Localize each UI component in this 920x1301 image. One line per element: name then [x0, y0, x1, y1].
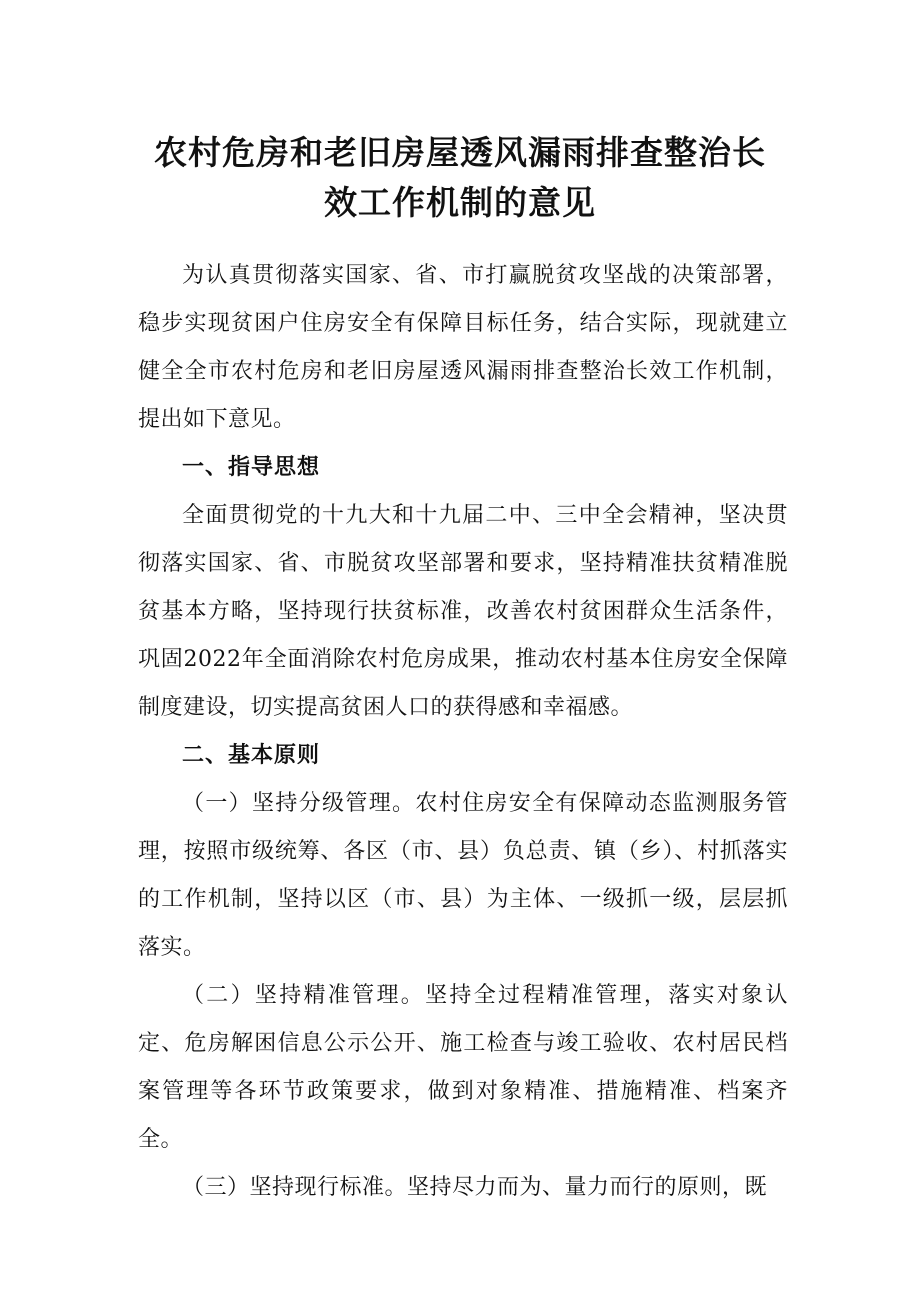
section-heading-basic-principles: 二、基本原则 [182, 743, 321, 768]
guiding-ideology-paragraph: 全面贯彻党的十九大和十九届二中、三中全会精神，坚决贯彻落实国家、省、市脱贫攻坚部署和要求，坚持精准扶贫精准脱贫基本方略，坚持现行扶贫标准，改善农村贫困群众生活条件，巩固2022年全面消除农村危房成果，推动农村基本住房安全保障制度建设，切实提高贫困人口的获得感和幸福感。 [138, 503, 788, 720]
principle-item-3: （三）坚持现行标准。坚持尽力而为、量力而行的原则，既 [182, 1175, 768, 1200]
section-heading-guiding-ideology: 一、指导思想 [182, 455, 321, 480]
intro-paragraph: 为认真贯彻落实国家、省、市打赢脱贫攻坚战的决策部署，稳步实现贫困户住房安全有保障目标任务，结合实际，现就建立健全全市农村危房和老旧房屋透风漏雨排查整治长效工作机制，提出如下意见。 [138, 263, 788, 432]
title-line-2: 效工作机制的意见 [324, 183, 596, 222]
title-line-1: 农村危房和老旧房屋透风漏雨排查整治长 [154, 133, 766, 172]
principle-item-2: （二）坚持精准管理。坚持全过程精准管理，落实对象认定、危房解困信息公示公开、施工检查与竣工验收、农村居民档案管理等各环节政策要求，做到对象精准、措施精准、档案齐全。 [138, 983, 788, 1152]
document-body [138, 252, 788, 1212]
document-title [120, 128, 800, 228]
principle-item-1: （一）坚持分级管理。农村住房安全有保障动态监测服务管理，按照市级统筹、各区（市、县）负总责、镇（乡）、村抓落实的工作机制，坚持以区（市、县）为主体、一级抓一级，层层抓落实。 [138, 791, 788, 960]
